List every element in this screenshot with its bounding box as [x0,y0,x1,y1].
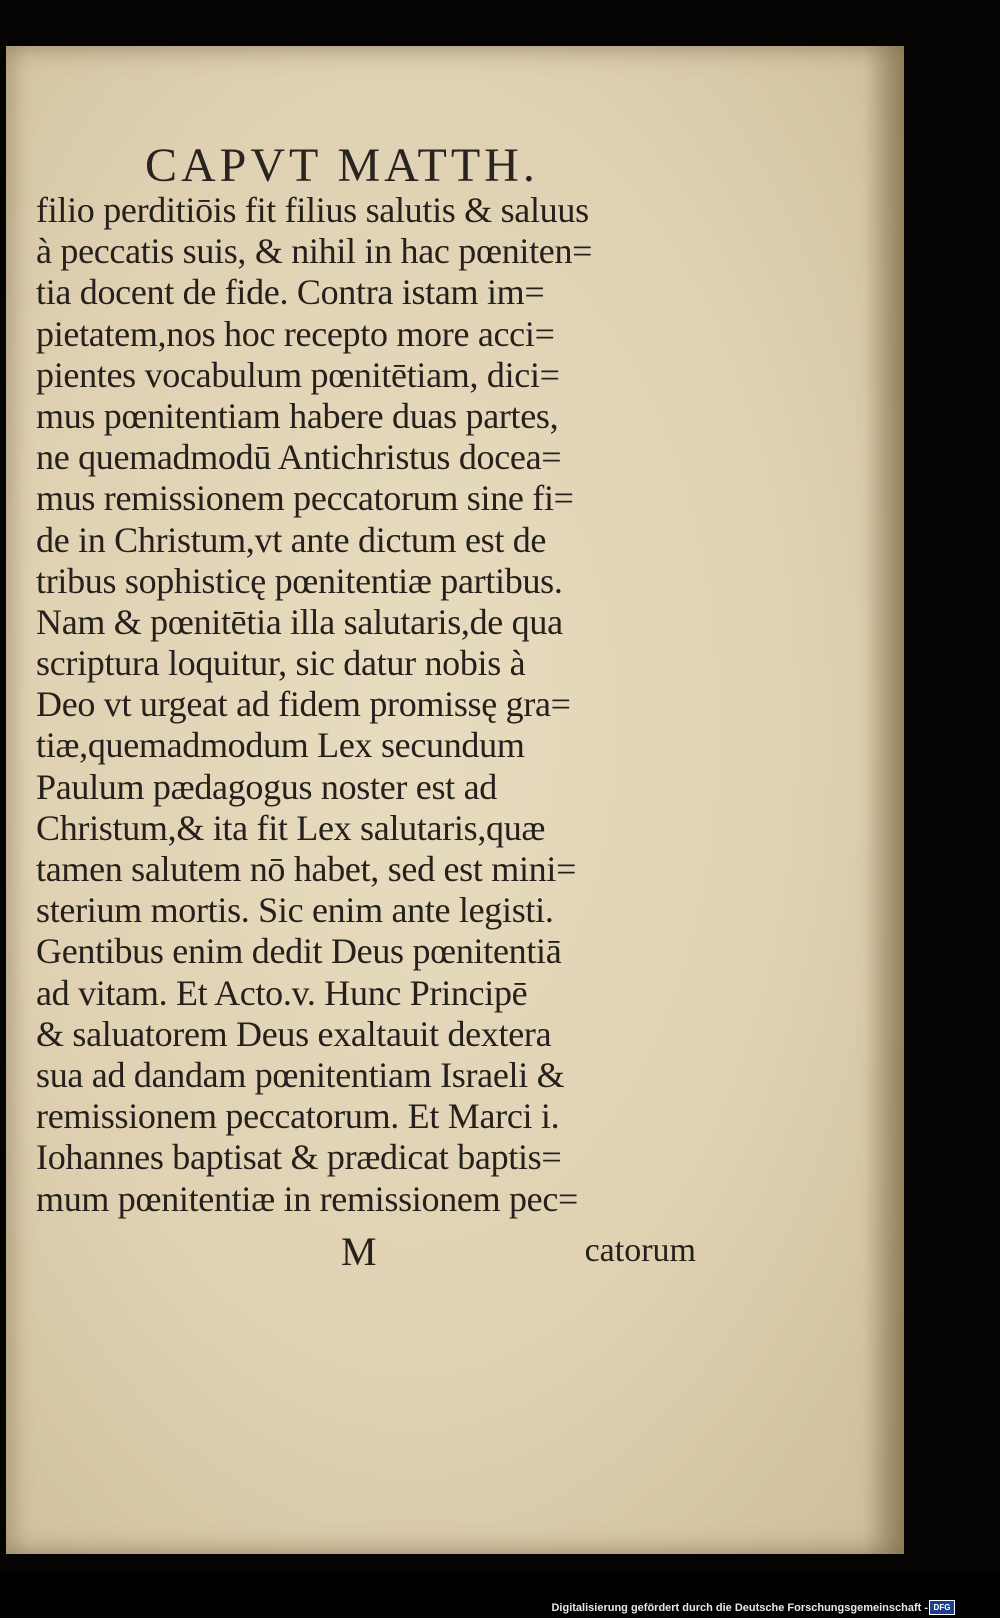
signature-mark: M [341,1229,377,1274]
text-line: ne quemadmodū Antichristus docea= [36,437,562,478]
text-line: mum pœnitentiæ in remissionem pec= [36,1178,579,1219]
text-line: sua ad dandam pœnitentiam Israeli & [36,1054,565,1095]
text-line: & saluatorem Deus exaltauit dextera [36,1013,552,1054]
text-line: mus pœnitentiam habere duas partes, [36,395,559,436]
text-line: filio perditiōis fit filius salutis & saluus [36,190,589,230]
text-block [36,190,696,1220]
catchword: catorum [584,1232,696,1269]
text-line: mus remissionem peccatorum sine fi= [36,478,574,519]
text-line: Nam & pœnitētia illa salutaris,de qua [36,601,563,642]
text-line: tiæ,quemadmodum Lex secundum [36,725,525,766]
text-line: tia docent de fide. Contra istam im= [36,272,545,313]
text-line: ad vitam. Et Acto.v. Hunc Principē [36,972,528,1013]
text-line: remissionem peccatorum. Et Marci i. [36,1096,560,1137]
text-line: tamen salutem nō habet, sed est mini= [36,849,577,889]
text-line: Deo vt urgeat ad fidem promissę gra= [36,684,571,725]
text-line: pientes vocabulum pœnitētiam, dici= [36,354,560,395]
footer-credit: Digitalisierung gefördert durch die Deutsche Forschungsgemeinschaft - [551,1602,928,1614]
text-line: tribus sophisticę pœnitentiæ partibus. [36,560,563,601]
running-head: CAPVT MATTH. [145,139,539,192]
text-line: à peccatis suis, & nihil in hac pœniten= [36,231,593,272]
page-edge-shadow [864,46,904,1554]
footer-bar [0,1572,1000,1618]
text-line: Iohannes baptisat & prædicat baptis= [36,1137,562,1178]
text-line: pietatem,nos hoc recepto more acci= [36,313,555,354]
dfg-logo-icon: DFG [929,1600,955,1615]
text-line: Paulum pædagogus noster est ad [36,766,497,807]
text-line: scriptura loquitur, sic datur nobis à [36,643,526,684]
text-line: Gentibus enim dedit Deus pœnitentiā [36,931,562,972]
page-foot [36,1228,696,1278]
text-line: sterium mortis. Sic enim ante legisti. [36,890,554,931]
text-line: Christum,& ita fit Lex salutaris,quæ [36,807,546,848]
text-line: de in Christum,vt ante dictum est de [36,519,547,560]
